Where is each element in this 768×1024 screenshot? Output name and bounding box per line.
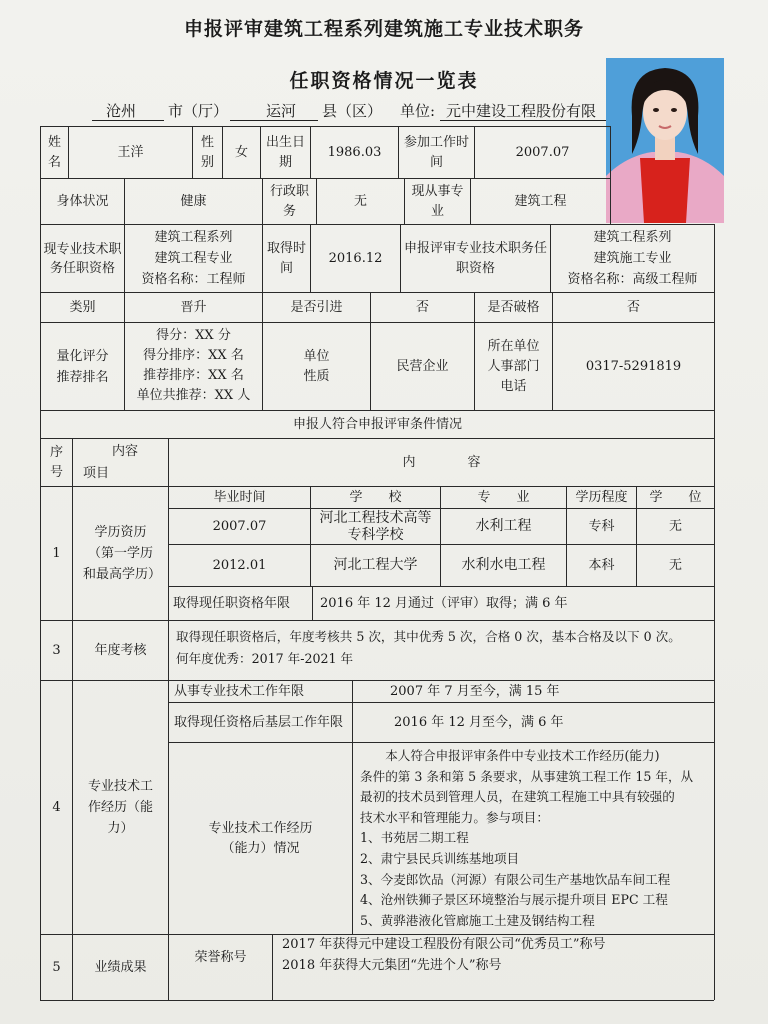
edu-label: 学历资历（第一学历和最高学历）	[83, 525, 162, 582]
health-value: 健康	[180, 194, 207, 209]
edu-header-major: 专 业	[477, 490, 530, 505]
apply-title-value: 建筑工程系列 建筑施工专业 资格名称：高级工程师	[567, 230, 698, 287]
honor-label: 荣誉称号	[194, 950, 247, 965]
sex-value: 女	[234, 145, 248, 160]
experience-years-value: 2007 年 7 月至今，满 15 年	[390, 684, 560, 699]
experience-seq: 4	[52, 800, 61, 815]
experience-years-label: 从事专业技术工作年限	[174, 684, 305, 699]
obtain-time-value: 2016.12	[328, 251, 383, 266]
work-start-label: 参加工作时间	[403, 134, 469, 170]
experience-detail-label: 专业技术工作经历（能力）情况	[208, 820, 313, 856]
grassroots-years-value: 2016 年 12 月至今，满 6 年	[394, 715, 564, 730]
document-title-line2: 任职资格情况一览表	[289, 70, 479, 92]
edu-header-school: 学 校	[349, 490, 402, 505]
honor-text: 2017 年获得元中建设工程股份有限公司“优秀员工”称号 2018 年获得大元集团“先进个人”称号	[282, 937, 606, 973]
exceptional-label: 是否破格	[487, 300, 540, 315]
assessment-text: 取得现任职资格后，年度考核共 5 次，其中优秀 5 次，合格 0 次，基本合格及以下 0 次。 何年度优秀：2017 年-2021 年	[176, 629, 681, 666]
category-label: 类别	[69, 300, 96, 315]
content-header: 内 容	[402, 455, 481, 470]
birth-value: 1986.03	[327, 145, 382, 160]
grassroots-years-label: 取得现任资格后基层工作年限	[174, 715, 344, 730]
edu-row1-school: 河北工程技术高等专科学校	[319, 509, 432, 543]
edu-header-time: 毕业时间	[213, 490, 266, 505]
edu-years-label: 取得现任职资格年限	[173, 596, 291, 611]
unit-label: 单位:	[400, 102, 436, 120]
current-major-label: 现从事专业	[411, 183, 464, 219]
edu-years-value: 2016 年 12 月通过（评审）取得；满 6 年	[320, 596, 568, 611]
hr-phone-label: 所在单位人事部门电话	[487, 338, 540, 394]
edu-seq: 1	[52, 546, 61, 561]
unit-value: 元中建设工程股份有限	[446, 102, 597, 120]
conditions-title: 申报人符合申报评审条件情况	[292, 417, 462, 432]
unit-nature-value: 民营企业	[396, 359, 449, 374]
city-label: 市（厅）	[168, 102, 229, 120]
edu-row1-degree: 无	[668, 519, 682, 534]
achievement-seq: 5	[52, 960, 61, 975]
experience-label: 专业技术工作经历（能力）	[87, 779, 153, 836]
edu-row2-major: 水利水电工程	[461, 557, 546, 573]
ranking-value: 得分：XX 分 得分排序：XX 名 推荐排序：XX 名 单位共推荐：XX 人	[136, 328, 251, 403]
current-major-value: 建筑工程	[514, 194, 567, 209]
edu-row1-time: 2007.07	[212, 519, 267, 534]
edu-row1-major: 水利工程	[475, 518, 532, 534]
birth-label: 出生日期	[265, 134, 305, 170]
applicant-photo	[606, 58, 724, 223]
exceptional-value: 否	[626, 300, 640, 315]
introduced-label: 是否引进	[290, 300, 343, 315]
name-label: 姓名	[47, 134, 61, 170]
assessment-label: 年度考核	[94, 643, 147, 658]
edu-header-level: 学历程度	[575, 490, 628, 505]
unit-nature-label: 单位性质	[303, 348, 330, 384]
edu-row2-degree: 无	[668, 558, 682, 573]
hr-phone-value: 0317-5291819	[585, 359, 682, 374]
name-value: 王洋	[117, 145, 144, 160]
county-value: 运河	[266, 102, 297, 120]
experience-detail-text: 本人符合申报评审条件中专业技术工作经历(能力) 条件的第 3 条和第 5 条要求，从事建筑工程工作 15 年，从 最初的技术员到管理人员，在建筑工程施工中具有较强的 技术水平和管理能力。参与项目： 1、书苑居二期工程 2、肃宁县民兵训练基地项目 3、今麦郎饮品（河源）有限公司生产基地饮品车间工程 4、沧州铁狮子景区环境整治与展示提升项目 EPC 工程 5、黄骅港液化管廊施工土建及钢结构工程	[360, 748, 694, 928]
seq-header: 序号	[49, 444, 63, 480]
item-header: 内容 项目	[83, 444, 138, 481]
edu-row2-level: 本科	[588, 558, 615, 573]
work-start-value: 2007.07	[515, 145, 570, 160]
introduced-value: 否	[415, 300, 429, 315]
obtain-time-label: 取得时间	[266, 240, 306, 276]
unit-line	[20, 100, 620, 122]
edu-row2-time: 2012.01	[212, 558, 267, 573]
admin-label: 行政职务	[269, 183, 309, 219]
health-label: 身体状况	[56, 194, 109, 209]
current-title-value: 建筑工程系列 建筑工程专业 资格名称：工程师	[141, 230, 246, 287]
achievement-label: 业绩成果	[94, 960, 147, 975]
ranking-label: 量化评分推荐排名	[56, 348, 109, 385]
current-title-label: 现专业技术职务任职资格	[43, 241, 122, 276]
admin-value: 无	[353, 194, 367, 209]
assessment-seq: 3	[52, 643, 61, 658]
sex-label: 性别	[200, 134, 214, 170]
edu-row2-school: 河北工程大学	[333, 557, 418, 573]
document-title-line1: 申报评审建筑工程系列建筑施工专业技术职务	[183, 18, 584, 40]
apply-title-label: 申报评审专业技术职务任职资格	[403, 240, 547, 276]
county-label: 县（区）	[322, 102, 383, 120]
city-value: 沧州	[106, 102, 137, 120]
category-value: 晋升	[180, 300, 207, 315]
edu-row1-level: 专科	[588, 519, 615, 534]
edu-header-degree: 学 位	[649, 490, 702, 505]
